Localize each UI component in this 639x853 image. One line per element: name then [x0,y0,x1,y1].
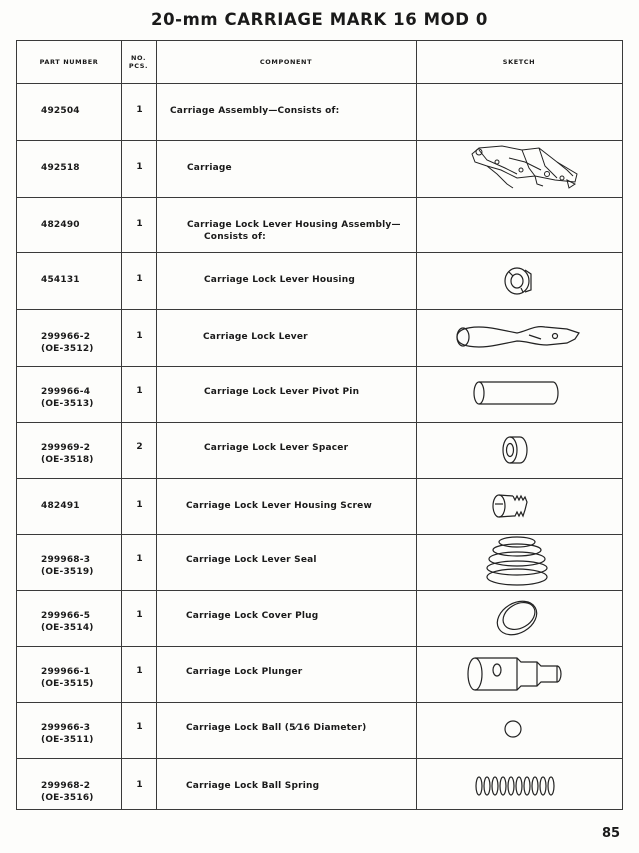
header-part-number: PART NUMBER [39,58,99,66]
quantity: 1 [136,500,143,510]
part-number: 454131 [41,275,80,285]
alt-part-number: (OE-3519) [41,567,94,577]
component-name: Carriage Lock Lever Housing Assembly— [187,220,401,230]
component-name: Carriage Assembly—Consists of: [170,106,340,116]
quantity: 2 [136,442,143,452]
alt-part-number: (OE-3511) [41,735,94,745]
carriage-sketch [417,140,622,197]
alt-part-number: (OE-3518) [41,455,94,465]
component-name: Carriage Lock Lever Housing [204,275,355,285]
table-row [17,197,622,252]
cover-plug-sketch [417,590,622,646]
header-component: COMPONENT [259,58,313,66]
part-number: 482491 [41,501,80,511]
table-row [17,478,622,534]
table-row [17,83,622,140]
table-row [17,252,622,309]
quantity: 1 [136,386,143,396]
component-name: Carriage Lock Ball (5⁄16 Diameter) [186,723,367,733]
quantity: 1 [136,274,143,284]
table-row [17,590,622,646]
part-number: 299966-4 [41,387,91,397]
component-name: Carriage Lock Lever Seal [186,555,317,565]
housing-sketch [417,252,622,309]
quantity: 1 [136,666,143,676]
component-name: Carriage Lock Cover Plug [186,611,319,621]
part-number: 299966-2 [41,332,91,342]
ball-sketch [417,702,622,758]
table-row [17,140,622,197]
part-number: 299966-1 [41,667,91,677]
part-number: 482490 [41,220,80,230]
alt-part-number: (OE-3515) [41,679,94,689]
part-number: 299969-2 [41,443,91,453]
part-number: 299968-2 [41,781,91,791]
alt-part-number: (OE-3512) [41,344,94,354]
component-name: Carriage Lock Lever [203,332,308,342]
table-row [17,366,622,422]
quantity: 1 [136,610,143,620]
component-name-continued: Consists of: [204,232,266,242]
component-name: Carriage Lock Lever Pivot Pin [204,387,360,397]
part-number: 299966-5 [41,611,91,621]
part-number: 299966-3 [41,723,91,733]
lever-sketch [417,309,622,366]
component-name: Carriage Lock Plunger [186,667,303,677]
page-title: 20-mm CARRIAGE MARK 16 MOD 0 [151,10,488,29]
component-name: Carriage Lock Lever Housing Screw [186,501,372,511]
pivot-pin-sketch [417,366,622,422]
header-pcs: NO. PCS. [128,54,149,70]
part-number: 299968-3 [41,555,91,565]
plunger-sketch [417,646,622,702]
alt-part-number: (OE-3514) [41,623,94,633]
quantity: 1 [136,331,143,341]
part-number: 492504 [41,106,80,116]
quantity: 1 [136,105,143,115]
alt-part-number: (OE-3516) [41,793,94,803]
header-sketch: SKETCH [502,58,536,66]
spring-sketch [417,758,622,811]
table-row [17,309,622,366]
component-name: Carriage Lock Ball Spring [186,781,320,791]
quantity: 1 [136,722,143,732]
quantity: 1 [136,780,143,790]
quantity: 1 [136,162,143,172]
parts-table [16,40,623,810]
table-row [17,422,622,478]
alt-part-number: (OE-3513) [41,399,94,409]
table-row [17,702,622,758]
component-name: Carriage [187,163,232,173]
spacer-sketch [417,422,622,478]
component-name: Carriage Lock Lever Spacer [204,443,349,453]
part-number: 492518 [41,163,80,173]
table-row [17,534,622,590]
seal-sketch [417,534,622,590]
quantity: 1 [136,554,143,564]
page-number: 85 [602,826,621,841]
quantity: 1 [136,219,143,229]
screw-sketch [417,478,622,534]
table-row [17,646,622,702]
table-row [17,758,622,811]
